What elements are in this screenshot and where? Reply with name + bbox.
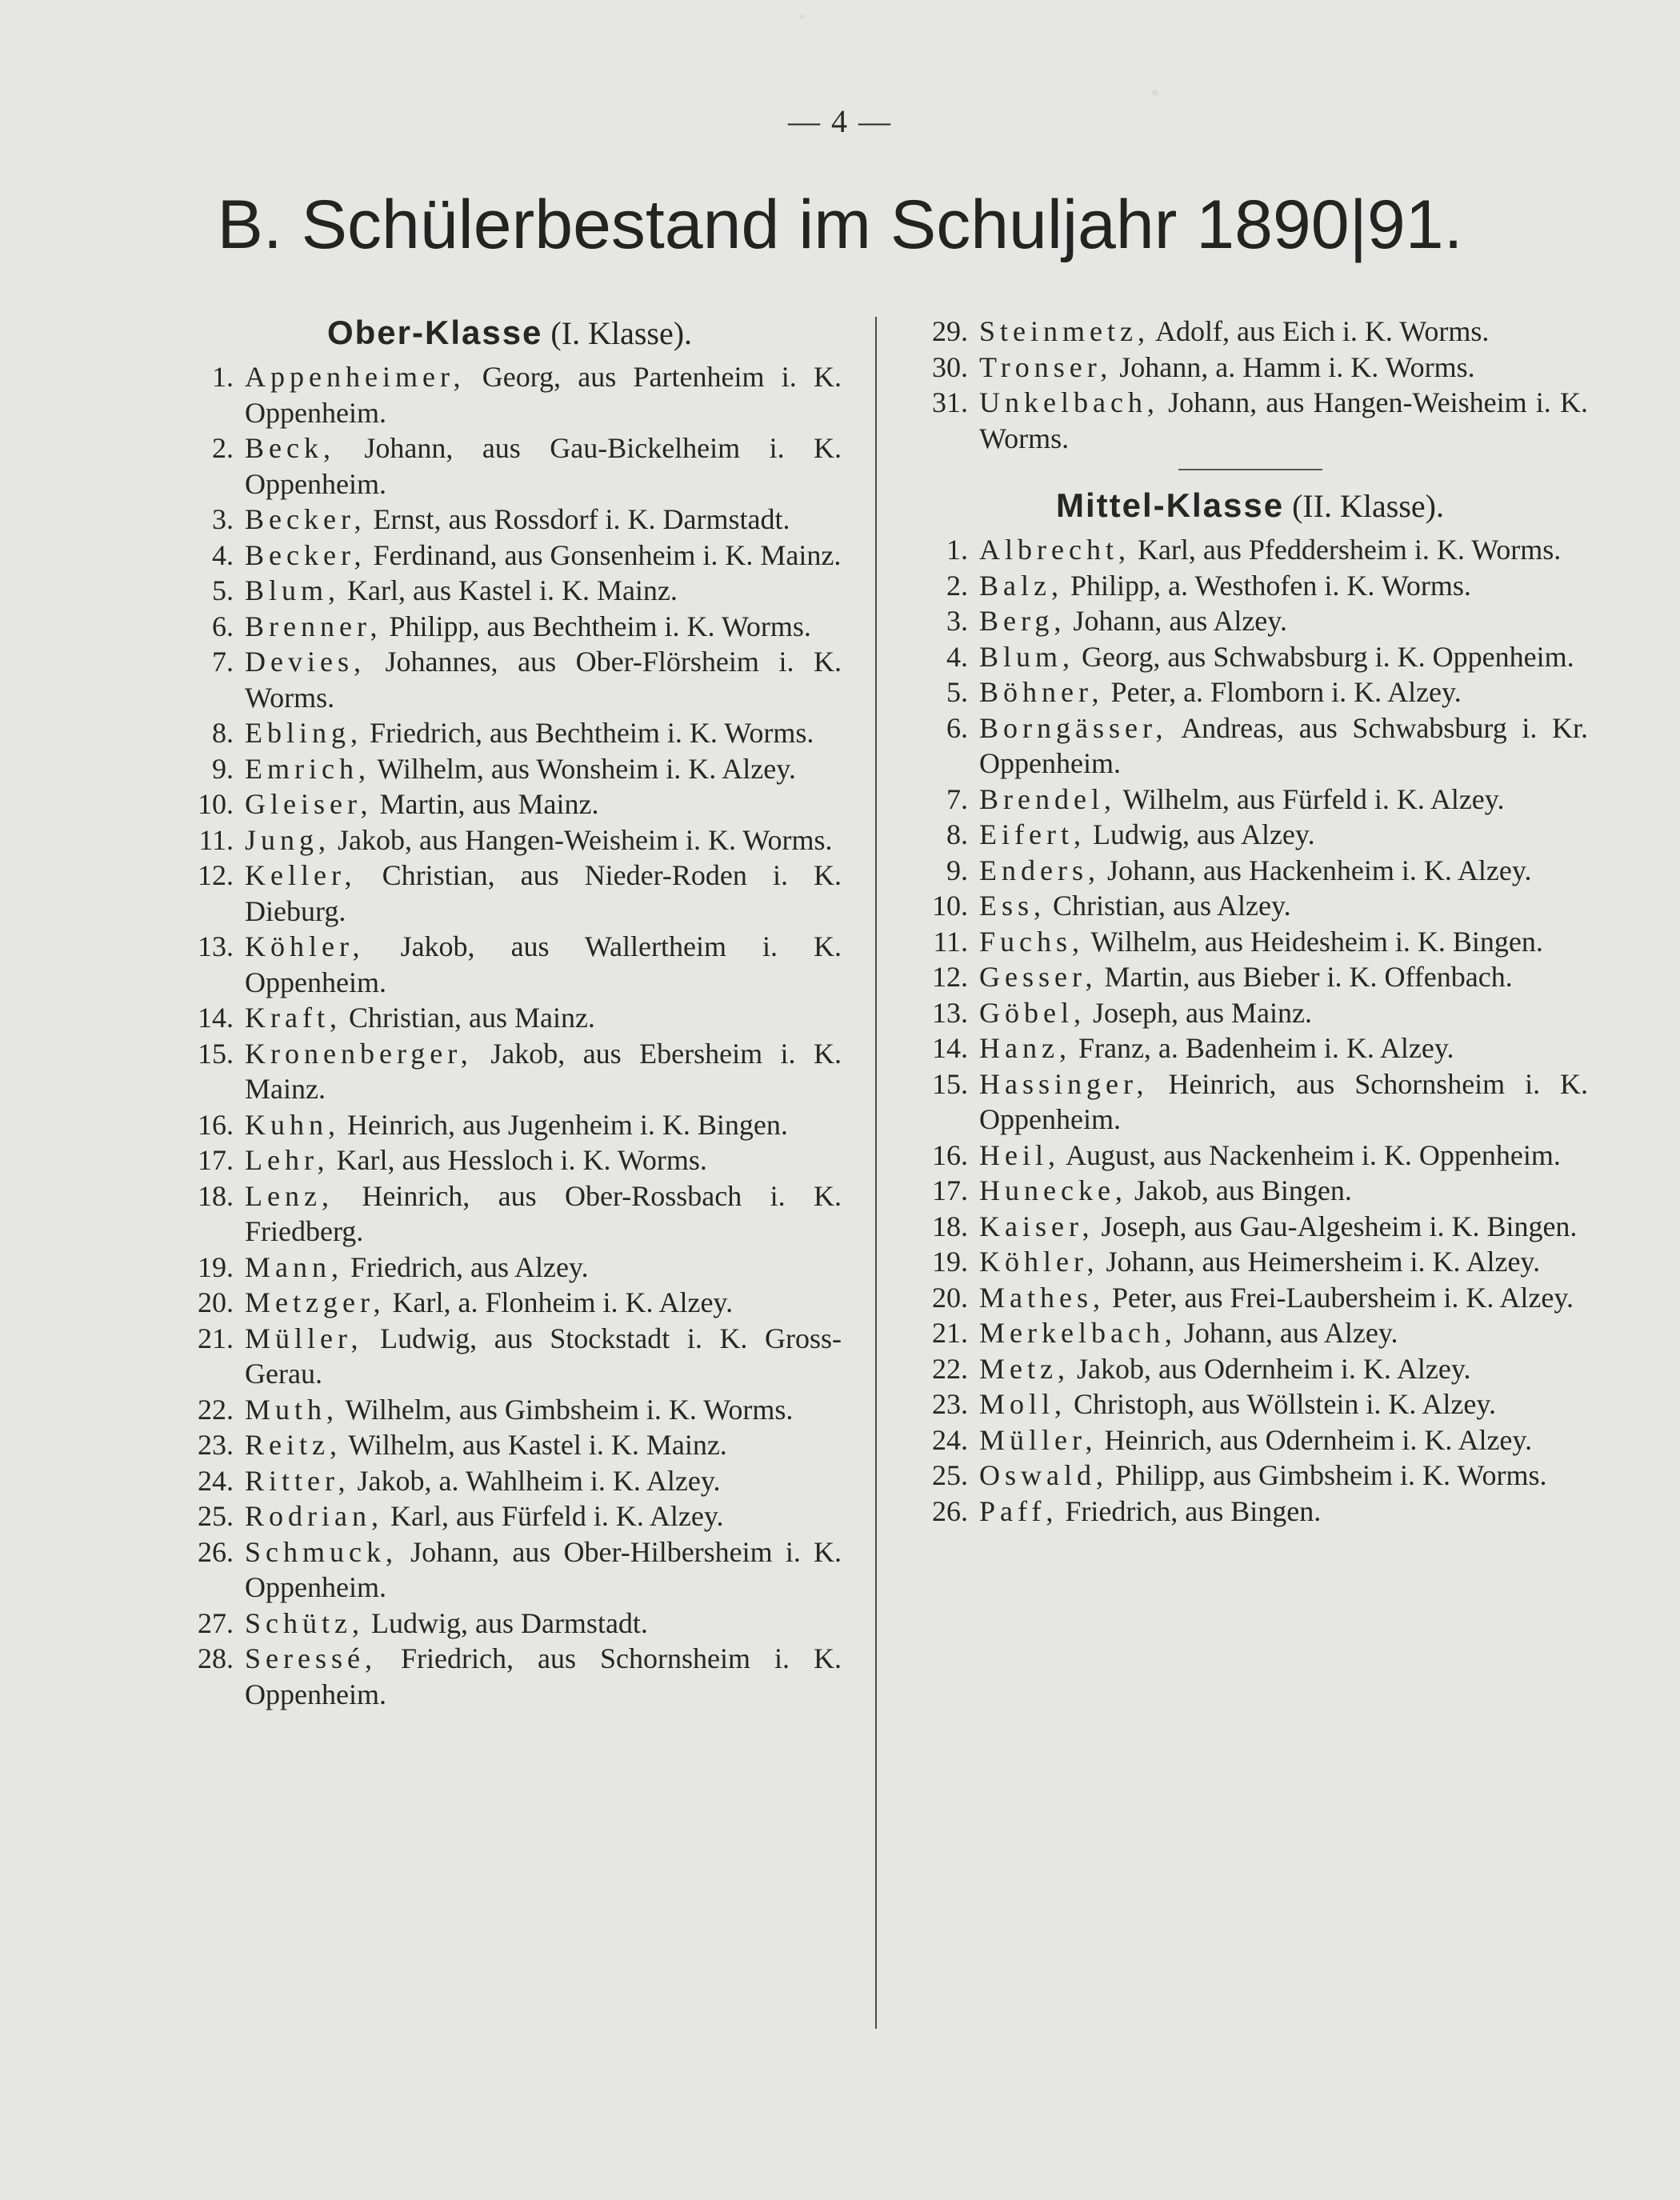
entry-surname: Göbel, (979, 996, 1086, 1029)
entry-surname: Böhner, (979, 676, 1104, 708)
entry-number: 2. (212, 432, 234, 464)
entry-details: Wilhelm, aus Gimbsheim i. K. Worms. (345, 1393, 794, 1426)
list-item (912, 1280, 1588, 1316)
list-item (178, 1285, 842, 1321)
entry-details: Wilhelm, aus Wonsheim i. K. Alzey. (377, 752, 796, 785)
entry-surname: Paff, (979, 1494, 1058, 1527)
list-item (178, 715, 842, 751)
list-item (178, 1142, 842, 1178)
entry-details: Heinrich, aus Odernheim i. K. Alzey. (1104, 1423, 1533, 1456)
mittel-klasse-list (912, 532, 1588, 1529)
entry-surname: Rodrian, (245, 1500, 383, 1532)
entry-surname: Schmuck, (245, 1535, 398, 1568)
entry-details: August, aus Nackenheim i. K. Oppenheim. (1066, 1138, 1561, 1171)
column-divider (875, 317, 877, 2029)
entry-details: Ferdinand, aus Gonsenheim i. K. Mainz. (373, 538, 842, 571)
entry-details: Heinrich, aus Ober-Rossbach i. K. Friedberg. (245, 1179, 842, 1247)
entry-surname: Lenz, (245, 1179, 334, 1212)
list-item (912, 1422, 1588, 1458)
list-item (912, 1209, 1588, 1245)
entry-surname: Seressé, (245, 1642, 377, 1674)
entry-surname: Brendel, (979, 782, 1116, 815)
list-item (178, 1107, 842, 1143)
page-title: B. Schülerbestand im Schuljahr 1890|91. (217, 186, 1463, 263)
entry-surname: Hassinger, (979, 1067, 1149, 1100)
entry-details: Johannes, aus Ober-Flörsheim i. K. Worms. (245, 646, 842, 714)
entry-surname: Köhler, (979, 1246, 1099, 1278)
ober-klasse-list-continued (912, 314, 1588, 456)
entry-surname: Becker, (245, 503, 366, 535)
list-item (178, 1641, 842, 1712)
entry-surname: Ebling, (245, 717, 362, 749)
entry-details: Johann, aus Heimersheim i. K. Alzey. (1106, 1246, 1541, 1278)
list-item (178, 786, 842, 822)
entry-surname: Jung, (245, 823, 331, 856)
entry-surname: Steinmetz, (979, 315, 1150, 347)
entry-details: Jakob, aus Odernheim i. K. Alzey. (1076, 1352, 1471, 1385)
list-item (912, 1173, 1588, 1209)
list-item (912, 782, 1588, 818)
entry-details: Jakob, a. Wahlheim i. K. Alzey. (357, 1464, 721, 1497)
entry-details: Karl, aus Kastel i. K. Mainz. (347, 574, 678, 606)
entry-surname: Kraft, (245, 1002, 342, 1034)
entry-number: 20. (198, 1286, 234, 1318)
entry-number: 1. (946, 534, 968, 566)
entry-surname: Ritter, (245, 1464, 350, 1497)
entry-details: Ludwig, aus Stockstadt i. K. Gross-Gerau. (245, 1322, 842, 1390)
entry-number: 5. (212, 574, 234, 606)
entry-number: 29. (932, 315, 968, 347)
entry-number: 27. (198, 1606, 234, 1639)
entry-number: 11. (198, 823, 234, 856)
entry-details: Martin, aus Mainz. (379, 788, 599, 820)
entry-details: Friedrich, aus Bingen. (1065, 1494, 1322, 1527)
entry-details: Friedrich, aus Alzey. (350, 1250, 589, 1283)
entry-number: 22. (198, 1393, 234, 1426)
class-label: (I. Klasse). (550, 315, 693, 351)
entry-details: Karl, aus Fürfeld i. K. Alzey. (390, 1500, 724, 1532)
entry-surname: Mathes, (979, 1281, 1105, 1314)
list-item (178, 1392, 842, 1428)
entry-details: Jakob, aus Hangen-Weisheim i. K. Worms. (338, 823, 833, 856)
entry-number: 19. (932, 1246, 968, 1278)
list-item (912, 959, 1588, 995)
list-item (912, 995, 1588, 1031)
entry-number: 21. (198, 1322, 234, 1354)
list-item (912, 1138, 1588, 1174)
entry-details: Karl, aus Hessloch i. K. Worms. (336, 1144, 707, 1176)
list-item (912, 603, 1588, 639)
entry-details: Philipp, aus Bechtheim i. K. Worms. (389, 610, 811, 642)
list-item (912, 1386, 1588, 1422)
entry-surname: Gleiser, (245, 788, 373, 820)
entry-details: Johann, aus Alzey. (1073, 605, 1287, 637)
entry-surname: Kuhn, (245, 1108, 340, 1141)
entry-surname: Blum, (979, 640, 1075, 673)
entry-details: Christian, aus Alzey. (1053, 890, 1291, 922)
entry-details: Georg, aus Partenheim i. K. Oppenheim. (245, 361, 842, 429)
entry-surname: Enders, (979, 854, 1100, 886)
entry-number: 13. (932, 996, 968, 1029)
list-item (178, 751, 842, 787)
ober-klasse-header (178, 314, 842, 353)
entry-number: 23. (932, 1388, 968, 1420)
entry-number: 20. (932, 1281, 968, 1314)
entry-number: 19. (198, 1250, 234, 1283)
entry-details: Jakob, aus Ebersheim i. K. Mainz. (245, 1037, 842, 1105)
entry-surname: Ess, (979, 890, 1046, 922)
paper-stain (1152, 90, 1158, 96)
entry-number: 23. (198, 1429, 234, 1461)
list-item (912, 674, 1588, 710)
entry-surname: Kaiser, (979, 1210, 1094, 1242)
entry-surname: Appenheimer, (245, 361, 466, 393)
list-item (178, 538, 842, 574)
entry-number: 30. (932, 350, 968, 383)
entry-details: Joseph, aus Gau-Algesheim i. K. Bingen. (1101, 1210, 1578, 1242)
entry-surname: Köhler, (245, 930, 365, 962)
left-column (178, 314, 842, 1712)
entry-number: 26. (932, 1494, 968, 1527)
entry-surname: Hanz, (979, 1032, 1071, 1064)
entry-surname: Albrecht, (979, 534, 1130, 566)
entry-details: Johann, aus Alzey. (1183, 1317, 1398, 1349)
entry-details: Wilhelm, aus Heidesheim i. K. Bingen. (1090, 925, 1543, 958)
entry-surname: Emrich, (245, 752, 370, 785)
entry-number: 3. (946, 605, 968, 637)
entry-details: Johann, aus Hangen-Weisheim i. K. Worms. (979, 386, 1588, 454)
list-item (178, 1463, 842, 1499)
entry-number: 5. (946, 676, 968, 708)
entry-number: 24. (932, 1423, 968, 1456)
entry-number: 3. (212, 503, 234, 535)
entry-surname: Müller, (979, 1423, 1098, 1456)
entry-details: Friedrich, aus Schornsheim i. K. Oppenheim. (245, 1642, 842, 1710)
entry-number: 10. (932, 890, 968, 922)
list-item (912, 1351, 1588, 1387)
entry-details: Philipp, a. Westhofen i. K. Worms. (1070, 569, 1471, 602)
class-name: Ober-Klasse (326, 314, 543, 351)
list-item (912, 350, 1588, 386)
entry-surname: Fuchs, (979, 925, 1085, 958)
entry-number: 13. (198, 930, 234, 962)
list-item (178, 573, 842, 609)
right-column (912, 314, 1588, 1529)
list-item (912, 568, 1588, 604)
entry-number: 21. (932, 1317, 968, 1349)
list-item (178, 822, 842, 858)
entry-number: 26. (198, 1535, 234, 1568)
entry-surname: Brenner, (245, 610, 382, 642)
entry-number: 9. (212, 752, 234, 785)
entry-number: 6. (212, 610, 234, 642)
list-item (912, 385, 1588, 456)
entry-surname: Heil, (979, 1138, 1060, 1171)
entry-surname: Eifert, (979, 818, 1086, 850)
entry-details: Johann, aus Ober-Hilbersheim i. K. Oppenheim. (245, 1535, 842, 1603)
entry-surname: Oswald, (979, 1459, 1108, 1491)
list-item (178, 609, 842, 645)
entry-surname: Lehr, (245, 1144, 330, 1176)
entry-details: Wilhelm, aus Kastel i. K. Mainz. (348, 1429, 727, 1461)
list-item (178, 502, 842, 538)
entry-number: 8. (212, 717, 234, 749)
entry-surname: Moll, (979, 1388, 1067, 1420)
entry-details: Friedrich, aus Bechtheim i. K. Worms. (370, 717, 814, 749)
list-item (178, 644, 842, 715)
list-item (178, 1427, 842, 1463)
entry-number: 22. (932, 1352, 968, 1385)
paper-stain (800, 14, 805, 19)
entry-number: 15. (198, 1037, 234, 1070)
entry-details: Peter, aus Frei-Laubersheim i. K. Alzey. (1111, 1281, 1574, 1314)
entry-surname: Reitz, (245, 1429, 342, 1461)
list-item (912, 639, 1588, 675)
page-number: — 4 — (788, 103, 892, 139)
entry-details: Johann, a. Hamm i. K. Worms. (1119, 350, 1475, 383)
list-item (912, 853, 1588, 889)
entry-surname: Müller, (245, 1322, 363, 1354)
entry-number: 4. (212, 538, 234, 571)
list-item (178, 430, 842, 502)
list-item (912, 888, 1588, 924)
entry-number: 2. (946, 569, 968, 602)
entry-details: Adolf, aus Eich i. K. Worms. (1154, 315, 1490, 347)
entry-surname: Merkelbach, (979, 1317, 1177, 1349)
entry-surname: Kronenberger, (245, 1037, 473, 1070)
entry-details: Martin, aus Bieber i. K. Offenbach. (1104, 961, 1513, 993)
entry-surname: Schütz, (245, 1606, 364, 1639)
entry-number: 16. (198, 1108, 234, 1141)
entry-surname: Unkelbach, (979, 386, 1159, 418)
entry-number: 17. (932, 1174, 968, 1206)
entry-number: 15. (932, 1067, 968, 1100)
list-item (912, 1030, 1588, 1066)
entry-details: Philipp, aus Gimbsheim i. K. Worms. (1115, 1459, 1547, 1491)
list-item (178, 1000, 842, 1036)
entry-details: Wilhelm, aus Fürfeld i. K. Alzey. (1122, 782, 1505, 815)
entry-surname: Muth, (245, 1393, 339, 1426)
entry-surname: Berg, (979, 605, 1066, 637)
entry-number: 31. (932, 386, 968, 418)
list-item (178, 1534, 842, 1606)
entry-details: Johann, aus Gau-Bickelheim i. K. Oppenheim. (245, 432, 842, 500)
list-item (912, 1066, 1588, 1138)
list-item (178, 1178, 842, 1250)
list-item (912, 532, 1588, 568)
list-item (912, 710, 1588, 782)
entry-number: 14. (198, 1002, 234, 1034)
entry-surname: Mann, (245, 1250, 343, 1283)
entry-details: Ludwig, aus Alzey. (1092, 818, 1315, 850)
entry-number: 14. (932, 1032, 968, 1064)
entry-number: 18. (932, 1210, 968, 1242)
list-item (178, 359, 842, 430)
list-item (912, 314, 1588, 350)
entry-details: Jakob, aus Wallertheim i. K. Oppenheim. (245, 930, 842, 998)
entry-details: Jakob, aus Bingen. (1134, 1174, 1352, 1206)
entry-number: 1. (212, 361, 234, 393)
entry-number: 28. (198, 1642, 234, 1674)
section-separator (1178, 469, 1322, 470)
entry-number: 10. (198, 788, 234, 820)
entry-details: Georg, aus Schwabsburg i. K. Oppenheim. (1082, 640, 1574, 673)
entry-number: 12. (198, 859, 234, 891)
class-name: Mittel-Klasse (1056, 486, 1285, 524)
entry-number: 24. (198, 1464, 234, 1497)
list-item (912, 1244, 1588, 1280)
entry-number: 12. (932, 961, 968, 993)
entry-number: 6. (946, 711, 968, 744)
ober-klasse-list (178, 359, 842, 1712)
entry-number: 4. (946, 640, 968, 673)
entry-number: 18. (198, 1179, 234, 1212)
entry-surname: Tronser, (979, 350, 1113, 383)
mittel-klasse-header (912, 486, 1588, 526)
list-item (912, 1494, 1588, 1530)
entry-number: 11. (933, 925, 968, 958)
entry-surname: Becker, (245, 538, 366, 571)
entry-number: 9. (946, 854, 968, 886)
list-item (178, 1606, 842, 1642)
class-label: (II. Klasse). (1292, 488, 1444, 524)
entry-number: 8. (946, 818, 968, 850)
entry-surname: Beck, (245, 432, 335, 464)
entry-details: Ernst, aus Rossdorf i. K. Darmstadt. (373, 503, 790, 535)
entry-details: Christian, aus Nieder-Roden i. K. Dieburg. (245, 859, 842, 927)
list-item (912, 817, 1588, 853)
entry-details: Johann, aus Hackenheim i. K. Alzey. (1106, 854, 1532, 886)
entry-details: Heinrich, aus Schornsheim i. K. Oppenheim. (979, 1067, 1589, 1135)
entry-number: 7. (946, 782, 968, 815)
list-item (178, 1498, 842, 1534)
entry-details: Christoph, aus Wöllstein i. K. Alzey. (1074, 1388, 1496, 1420)
list-item (178, 1250, 842, 1286)
entry-surname: Balz, (979, 569, 1063, 602)
list-item (178, 929, 842, 1000)
list-item (912, 924, 1588, 960)
entry-details: Ludwig, aus Darmstadt. (370, 1606, 648, 1639)
entry-details: Heinrich, aus Jugenheim i. K. Bingen. (347, 1108, 788, 1141)
entry-details: Andreas, aus Schwabsburg i. Kr. Oppenheim. (979, 711, 1588, 779)
list-item (178, 858, 842, 929)
entry-details: Joseph, aus Mainz. (1092, 996, 1312, 1029)
list-item (178, 1036, 842, 1107)
entry-surname: Keller, (245, 859, 357, 891)
entry-details: Franz, a. Badenheim i. K. Alzey. (1078, 1032, 1454, 1064)
list-item (912, 1458, 1588, 1494)
entry-surname: Metz, (979, 1352, 1070, 1385)
entry-surname: Gesser, (979, 961, 1098, 993)
entry-number: 16. (932, 1138, 968, 1171)
entry-surname: Borngässer, (979, 711, 1168, 744)
entry-number: 7. (212, 646, 234, 678)
entry-surname: Blum, (245, 574, 341, 606)
entry-number: 25. (932, 1459, 968, 1491)
list-item (178, 1321, 842, 1392)
entry-surname: Metzger, (245, 1286, 386, 1318)
entry-number: 17. (198, 1144, 234, 1176)
entry-details: Christian, aus Mainz. (348, 1002, 595, 1034)
entry-details: Peter, a. Flomborn i. K. Alzey. (1110, 676, 1462, 708)
entry-details: Karl, a. Flonheim i. K. Alzey. (392, 1286, 734, 1318)
entry-surname: Devies, (245, 646, 366, 678)
entry-number: 25. (198, 1500, 234, 1532)
list-item (912, 1315, 1588, 1351)
entry-details: Karl, aus Pfeddersheim i. K. Worms. (1137, 534, 1562, 566)
entry-surname: Hunecke, (979, 1174, 1127, 1206)
